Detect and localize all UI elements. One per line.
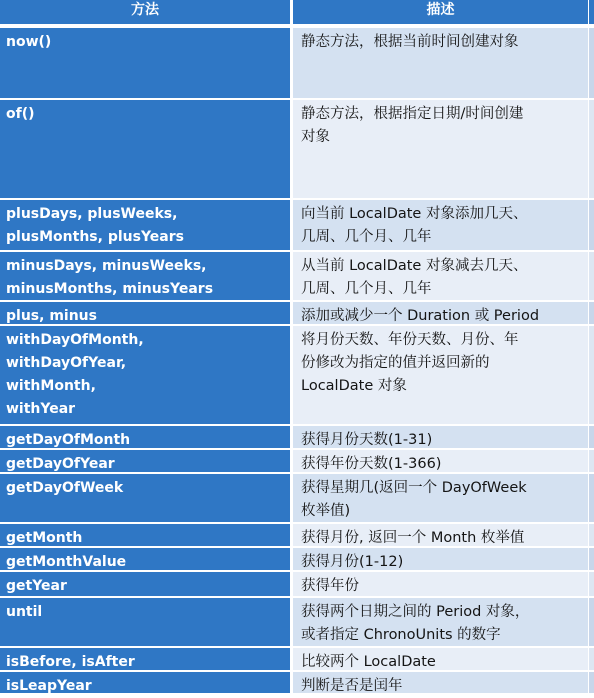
row-edge [589, 648, 594, 670]
description-text: 获得年份天数(1-366) [301, 456, 442, 472]
header-edge [589, 0, 594, 24]
description-text: 将月份天数、年份天数、月份、年 [301, 332, 519, 348]
row-edge [589, 252, 594, 300]
description-cell [293, 672, 588, 693]
description-text: 静态方法，根据当前时间创建对象 [301, 34, 519, 50]
description-text: 获得年份 [301, 578, 359, 594]
method-text: isLeapYear [6, 678, 92, 694]
description-text: 枚举值) [301, 503, 351, 519]
method-text: plusMonths, plusYears [6, 229, 184, 245]
row-edge [589, 548, 594, 570]
method-cell [0, 474, 290, 522]
method-text: getYear [6, 578, 67, 594]
row-edge [589, 302, 594, 324]
table-row [0, 524, 594, 546]
description-text: 判断是否是闰年 [301, 678, 403, 694]
row-edge [589, 672, 594, 693]
method-cell [0, 548, 290, 570]
row-edge [589, 474, 594, 522]
description-text: 份修改为指定的值并返回新的 [301, 355, 490, 371]
description-cell [293, 450, 588, 472]
method-text: withDayOfMonth, [6, 332, 144, 348]
table-row [0, 100, 594, 198]
header-description: 描述 [293, 0, 588, 24]
description-text: LocalDate 对象 [301, 378, 407, 394]
description-text: 获得两个日期之间的 Period 对象， [301, 604, 530, 620]
method-text: plus, minus [6, 308, 97, 324]
method-text: getMonthValue [6, 554, 127, 570]
description-cell [293, 100, 588, 198]
table-row [0, 450, 594, 472]
row-edge [589, 28, 594, 98]
row-edge [589, 100, 594, 198]
row-edge [589, 326, 594, 424]
description-cell [293, 598, 588, 646]
description-text: 获得月份, 返回一个 Month 枚举值 [301, 530, 525, 546]
method-text: withMonth, [6, 378, 96, 394]
method-text: now() [6, 34, 52, 50]
description-cell [293, 426, 588, 448]
description-cell [293, 252, 588, 300]
table-row [0, 426, 594, 448]
method-text: withYear [6, 401, 76, 417]
method-text: getMonth [6, 530, 83, 546]
method-text: getDayOfWeek [6, 480, 124, 496]
method-cell [0, 672, 290, 693]
row-edge [589, 598, 594, 646]
method-text: of() [6, 106, 35, 122]
table-header [0, 0, 594, 24]
table-row [0, 672, 594, 693]
row-edge [589, 426, 594, 448]
method-text: minusMonths, minusYears [6, 281, 214, 297]
table-row [0, 326, 594, 424]
description-cell [293, 302, 588, 324]
method-cell [0, 100, 290, 198]
table-row [0, 28, 594, 98]
description-text: 几周、几个月、几年 [301, 281, 432, 297]
method-text: getDayOfYear [6, 456, 115, 472]
description-text: 对象 [301, 129, 330, 145]
description-text: 比较两个 LocalDate [301, 654, 436, 670]
table-row [0, 252, 594, 300]
method-cell [0, 598, 290, 646]
method-cell [0, 648, 290, 670]
method-cell [0, 200, 290, 250]
method-text: minusDays, minusWeeks, [6, 258, 207, 274]
method-cell [0, 572, 290, 596]
method-cell [0, 28, 290, 98]
description-text: 向当前 LocalDate 对象添加几天、 [301, 206, 528, 222]
description-cell [293, 326, 588, 424]
method-cell [0, 326, 290, 424]
table-row [0, 474, 594, 522]
description-cell [293, 524, 588, 546]
description-text: 获得月份(1-12) [301, 554, 404, 570]
description-cell [293, 200, 588, 250]
method-text: getDayOfMonth [6, 432, 131, 448]
method-cell [0, 524, 290, 546]
description-cell [293, 572, 588, 596]
table-row [0, 572, 594, 596]
method-cell [0, 426, 290, 448]
method-cell [0, 450, 290, 472]
description-cell [293, 28, 588, 98]
method-text: isBefore, isAfter [6, 654, 135, 670]
header-method: 方法 [0, 0, 290, 24]
table-row [0, 648, 594, 670]
description-text: 几周、几个月、几年 [301, 229, 432, 245]
description-cell [293, 648, 588, 670]
description-text: 添加或减少一个 Duration 或 Period [301, 308, 540, 324]
row-edge [589, 200, 594, 250]
method-text: plusDays, plusWeeks, [6, 206, 178, 222]
table-row [0, 598, 594, 646]
method-cell [0, 252, 290, 300]
description-text: 从当前 LocalDate 对象减去几天、 [301, 258, 528, 274]
method-cell [0, 302, 290, 324]
table-row [0, 548, 594, 570]
description-cell [293, 474, 588, 522]
table-row [0, 302, 594, 324]
description-text: 或者指定 ChronoUnits 的数字 [301, 627, 501, 643]
description-text: 获得月份天数(1-31) [301, 432, 433, 448]
method-text: until [6, 604, 43, 620]
row-edge [589, 524, 594, 546]
row-edge [589, 572, 594, 596]
row-edge [589, 450, 594, 472]
description-text: 静态方法，根据指定日期/时间创建 [301, 106, 524, 122]
description-text: 获得星期几(返回一个 DayOfWeek [301, 480, 527, 496]
method-text: withDayOfYear, [6, 355, 127, 371]
description-cell [293, 548, 588, 570]
table-row [0, 200, 594, 250]
